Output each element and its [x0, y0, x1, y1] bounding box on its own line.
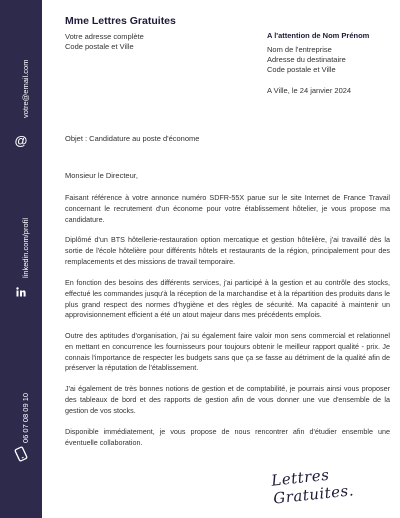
signature: Lettres Gratuites.	[270, 465, 355, 508]
letter-date: A Ville, le 24 janvier 2024	[267, 86, 352, 95]
letter-paragraph: J'ai également de très bonnes notions de gestion et de comptabilité, je pourrais ainsi vous proposer des tableaux de bord et des rapports de gestion afin de vous donner une vue d'ensemble de la gestion de vos stocks.	[65, 384, 390, 415]
phone-icon	[0, 447, 42, 466]
letter-paragraph: Faisant référence à votre annonce numéro SDFR-55X parue sur le site Internet de France Travail concernant le recrutement d'un économe pour votre établissement hôtelier, je vous propose ma candidature.	[65, 193, 390, 224]
linkedin-icon	[0, 284, 42, 302]
letter-paragraph: En fonction des besoins des différents services, j'ai participé à la gestion et au contrôle des stocks, effectué les commandes jusqu'à la réception de la marchandise et à la répartition des produits dans le plus grand respect des normes d'hygiène et des règles de sécurité. Ma capacité à maintenir un approvisionnement efficient a été un atout majeur dans mes précédents emplois.	[65, 278, 390, 320]
at-sign-icon: @	[14, 133, 28, 148]
recipient-company: Nom de l'entreprise	[267, 45, 332, 54]
letter-paragraph: Diplômé d'un BTS hôtellerie-restauration option mercatique et gestion hôtelière, j'ai travaillé dès la sortie de l'école hôtelière pour différents hôtels et restaurants de la région, principalement pour des remplacements et des missions de travail temporaire.	[65, 235, 390, 266]
recipient-address: Adresse du destinataire	[267, 55, 346, 64]
sidebar-phone[interactable]: 06 07 08 09 10	[21, 392, 30, 443]
sidebar-linkedin[interactable]: linkedin.com/profil	[21, 217, 30, 278]
sidebar-email[interactable]: votre@email.com	[21, 59, 30, 118]
letter-paragraph: Outre des aptitudes d'organisation, j'ai su également faire valoir mon sens commercial et relationnel en mettant en concurrence les fournisseurs pour toujours obtenir le meilleur rapport qualité - prix. Je connais l'importance de respecter les budgets sans que ça se fasse au détriment de la qualité afin de préserver la réputation de l'établissement.	[65, 331, 390, 373]
recipient-attention: A l'attention de Nom Prénom	[267, 31, 370, 40]
letter-salutation: Monsieur le Directeur,	[65, 171, 138, 180]
letter-subject: Objet : Candidature au poste d'économe	[65, 134, 200, 143]
letter-paragraph: Disponible immédiatement, je vous propose de nous rencontrer afin d'étudier ensemble une éventuelle collaboration.	[65, 427, 390, 447]
sender-address: Votre adresse complète	[65, 32, 144, 41]
sender-postal-city: Code postale et Ville	[65, 42, 134, 51]
recipient-postal-city: Code postale et Ville	[267, 65, 336, 74]
letter-page	[42, 0, 400, 518]
sender-name: Mme Lettres Gratuites	[65, 15, 176, 27]
contact-sidebar	[0, 0, 42, 518]
